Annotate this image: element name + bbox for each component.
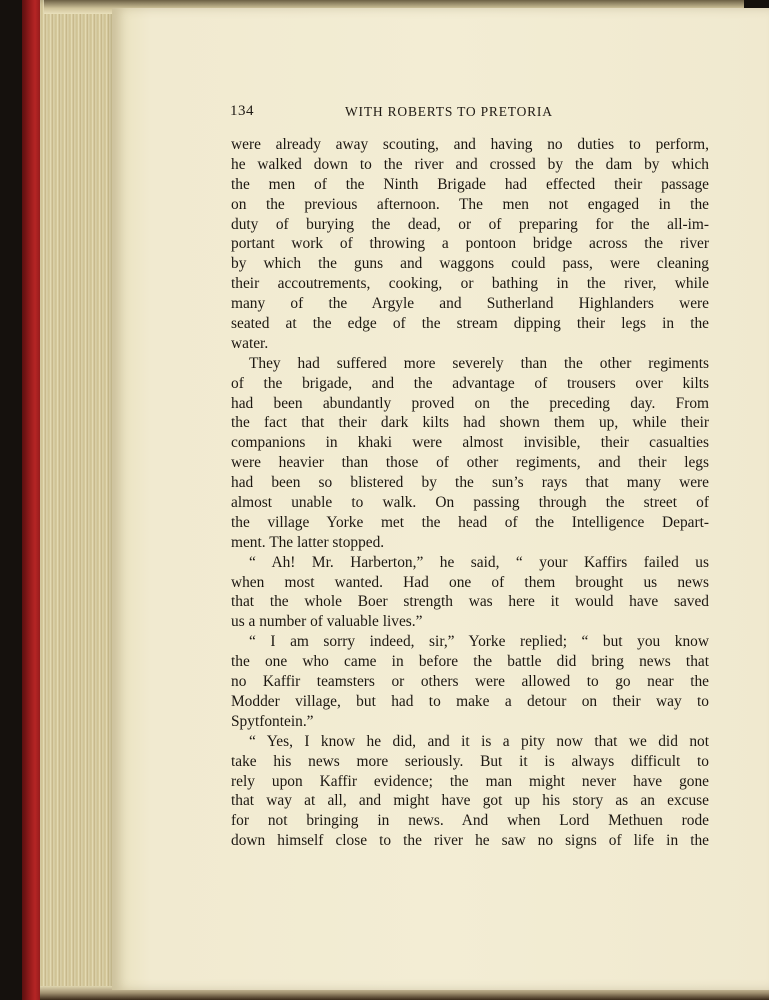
text-line: the one who came in before the battle did bring news that <box>231 653 709 671</box>
text-line: for not bringing in news. And when Lord Methuen rode <box>231 812 709 830</box>
text-line: no Kaffir teamsters or others were allowed to go near the <box>231 673 709 691</box>
text-line: Modder village, but had to make a detour on their way to <box>231 692 709 710</box>
text-line: Spytfontein.” <box>231 712 314 730</box>
text-line: that the whole Boer strength was here it would have saved <box>231 593 709 611</box>
text-line: when most wanted. Had one of them brought us news <box>231 573 709 591</box>
text-line: They had suffered more severely than the other regiments <box>249 354 709 372</box>
text-line: “ Ah! Mr. Harberton,” he said, “ your Kaffirs failed us <box>249 553 709 571</box>
text-line: had been so blistered by the sun’s rays that many were <box>231 474 709 492</box>
running-title: WITH ROBERTS TO PRETORIA <box>345 104 553 119</box>
text-line: of the brigade, and the advantage of trousers over kilts <box>231 374 709 392</box>
text-line: portant work of throwing a pontoon bridge across the river <box>231 235 709 253</box>
body-text <box>231 135 709 851</box>
text-line: “ Yes, I know he did, and it is a pity now that we did not <box>249 732 709 750</box>
text-line: on the previous afternoon. The men not engaged in the <box>231 195 709 213</box>
text-line: he walked down to the river and crossed by the dam by which <box>231 155 709 173</box>
text-line: that way at all, and might have got up his story as an excuse <box>231 792 709 810</box>
text-line: were heavier than those of other regiments, and their legs <box>231 454 709 472</box>
page-header <box>230 103 700 123</box>
text-line: duty of burying the dead, or of preparing for the all-im- <box>231 215 709 233</box>
page-number: 134 <box>230 103 254 119</box>
text-line: us a number of valuable lives.” <box>231 613 423 631</box>
text-line: take his news more seriously. But it is always difficult to <box>231 752 709 770</box>
text-line: their accoutrements, cooking, or bathing in the river, while <box>231 275 709 293</box>
text-line: seated at the edge of the stream dipping their legs in the <box>231 315 709 333</box>
text-line: the fact that their dark kilts had shown them up, while their <box>231 414 709 432</box>
text-line: were already away scouting, and having no duties to perform, <box>231 136 709 153</box>
text-line: the men of the Ninth Brigade had effected their passage <box>231 175 709 193</box>
text-line: many of the Argyle and Sutherland Highlanders were <box>231 295 709 313</box>
text-line: by which the guns and waggons could pass, were cleaning <box>231 255 709 273</box>
text-line: rely upon Kaffir evidence; the man might never have gone <box>231 772 709 790</box>
text-line: ment. The latter stopped. <box>231 533 385 551</box>
text-line: “ I am sorry indeed, sir,” Yorke replied; “ but you know <box>249 633 709 651</box>
text-line: down himself close to the river he saw no signs of life in the <box>231 832 709 850</box>
text-line: water. <box>231 334 269 352</box>
text-line: the village Yorke met the head of the Intelligence Depart- <box>231 513 709 531</box>
text-line: companions in khaki were almost invisible, their casualties <box>231 434 709 452</box>
text-line: had been abundantly proved on the preceding day. From <box>231 394 709 412</box>
text-line: almost unable to walk. On passing through the street of <box>231 494 709 512</box>
page-edges <box>40 0 120 1000</box>
